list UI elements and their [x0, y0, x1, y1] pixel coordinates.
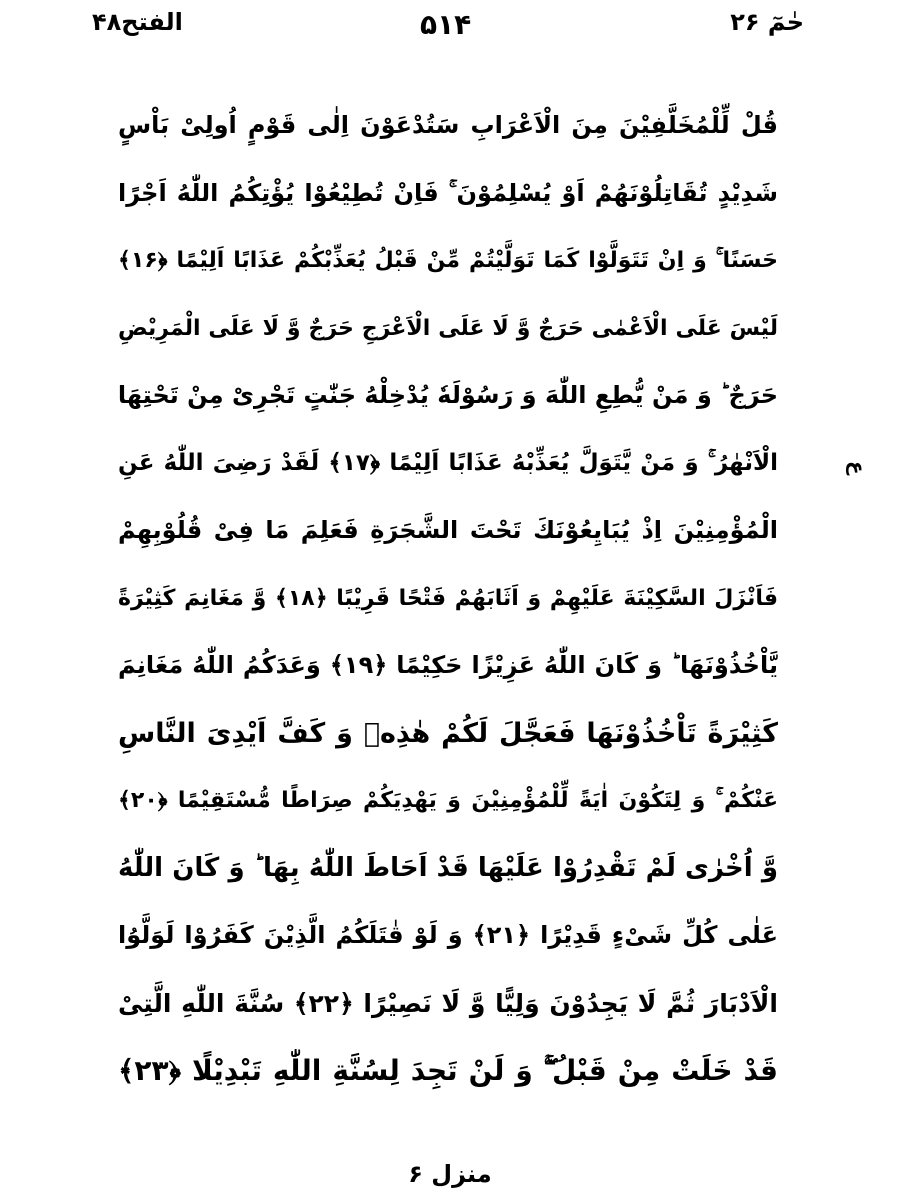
text-line: وَّ اُخْرٰى لَمْ تَقْدِرُوْا عَلَیْهَا قَدْ اَحَاطَ اللّٰهُ بِهَا ؕ وَ كَانَ اللّٰهُ [118, 852, 778, 883]
juz-label: حٰمٓ ۲۶ [730, 8, 804, 36]
text-line: قَدْ خَلَتْ مِنْ قَبْلُ ۖۚ وَ لَنْ تَجِدَ لِسُنَّةِ اللّٰهِ تَبْدِیْلًا ﴿۲۳﴾ [118, 1054, 778, 1087]
text-line: حَرَجٌ ؕ وَ مَنْ یُّطِعِ اللّٰهَ وَ رَسُوْلَهٗ یُدْخِلْهُ جَنّٰتٍ تَجْرِیْ مِنْ تَحْتِهَا [118, 381, 778, 409]
manzil-footer: منزل ۶ [408, 1160, 492, 1188]
quran-text-block [118, 92, 778, 1105]
text-line: الْاَنْهٰرُ ۚ وَ مَنْ یَّتَوَلَّ یُعَذِّبْهُ عَذَابًا اَلِیْمًا ﴿۱۷﴾ لَقَدْ رَضِیَ اللّٰهُ عَنِ [118, 449, 778, 476]
page-number: ۵۱۴ [420, 8, 472, 41]
text-line: شَدِیْدٍ تُقَاتِلُوْنَهُمْ اَوْ یُسْلِمُوْنَ ۚ فَاِنْ تُطِیْعُوْا یُؤْتِكُمُ اللّٰهُ اَجْرًا [118, 178, 778, 207]
text-line: عَلٰى كُلِّ شَیْءٍ قَدِیْرًا ﴿۲۱﴾ وَ لَوْ قٰتَلَكُمُ الَّذِیْنَ كَفَرُوْا لَوَلَّوُا [118, 921, 778, 949]
text-line: فَاَنْزَلَ السَّكِیْنَةَ عَلَیْهِمْ وَ اَثَابَهُمْ فَتْحًا قَرِیْبًا ﴿۱۸﴾ وَّ مَغَانِمَ كَثِیْرَةً [118, 585, 778, 611]
text-line: حَسَنًا ۚ وَ اِنْ تَتَوَلَّوْا كَمَا تَوَلَّیْتُمْ مِّنْ قَبْلُ یُعَذِّبْكُمْ عَذَابًا اَلِیْمًا ﴿۱۶﴾ [118, 248, 778, 273]
text-line: عَنْكُمْ ۚ وَ لِتَكُوْنَ اٰیَةً لِّلْمُؤْمِنِیْنَ وَ یَهْدِیَكُمْ صِرَاطًا مُّسْتَقِیْمًا ﴿۲۰﴾ [118, 788, 778, 813]
text-line: یَّاْخُذُوْنَهَا ؕ وَ كَانَ اللّٰهُ عَزِیْزًا حَكِیْمًا ﴿۱۹﴾ وَعَدَكُمُ اللّٰهُ مَغَانِمَ [118, 651, 778, 679]
surah-label: الفتح۴۸ [92, 8, 183, 36]
text-line: كَثِیْرَةً تَاْخُذُوْنَهَا فَعَجَّلَ لَكُمْ هٰذِهٖ وَ كَفَّ اَیْدِیَ النَّاسِ [118, 717, 778, 749]
text-line: قُلْ لِّلْمُخَلَّفِیْنَ مِنَ الْاَعْرَابِ سَتُدْعَوْنَ اِلٰى قَوْمٍ اُولِیْ بَاْسٍ [118, 111, 778, 139]
page-header [0, 4, 900, 54]
ruku-margin-note: ع [846, 461, 870, 475]
text-line: الْاَدْبَارَ ثُمَّ لَا یَجِدُوْنَ وَلِیًّا وَّ لَا نَصِیْرًا ﴿۲۲﴾ سُنَّةَ اللّٰهِ الَّتِیْ [118, 988, 778, 1018]
text-line: الْمُؤْمِنِیْنَ اِذْ یُبَایِعُوْنَكَ تَحْتَ الشَّجَرَةِ فَعَلِمَ مَا فِیْ قُلُوْبِهِمْ [118, 516, 778, 544]
text-line: لَیْسَ عَلَى الْاَعْمٰى حَرَجٌ وَّ لَا عَلَى الْاَعْرَجِ حَرَجٌ وَّ لَا عَلَى الْمَرِیْضِ [118, 315, 778, 341]
